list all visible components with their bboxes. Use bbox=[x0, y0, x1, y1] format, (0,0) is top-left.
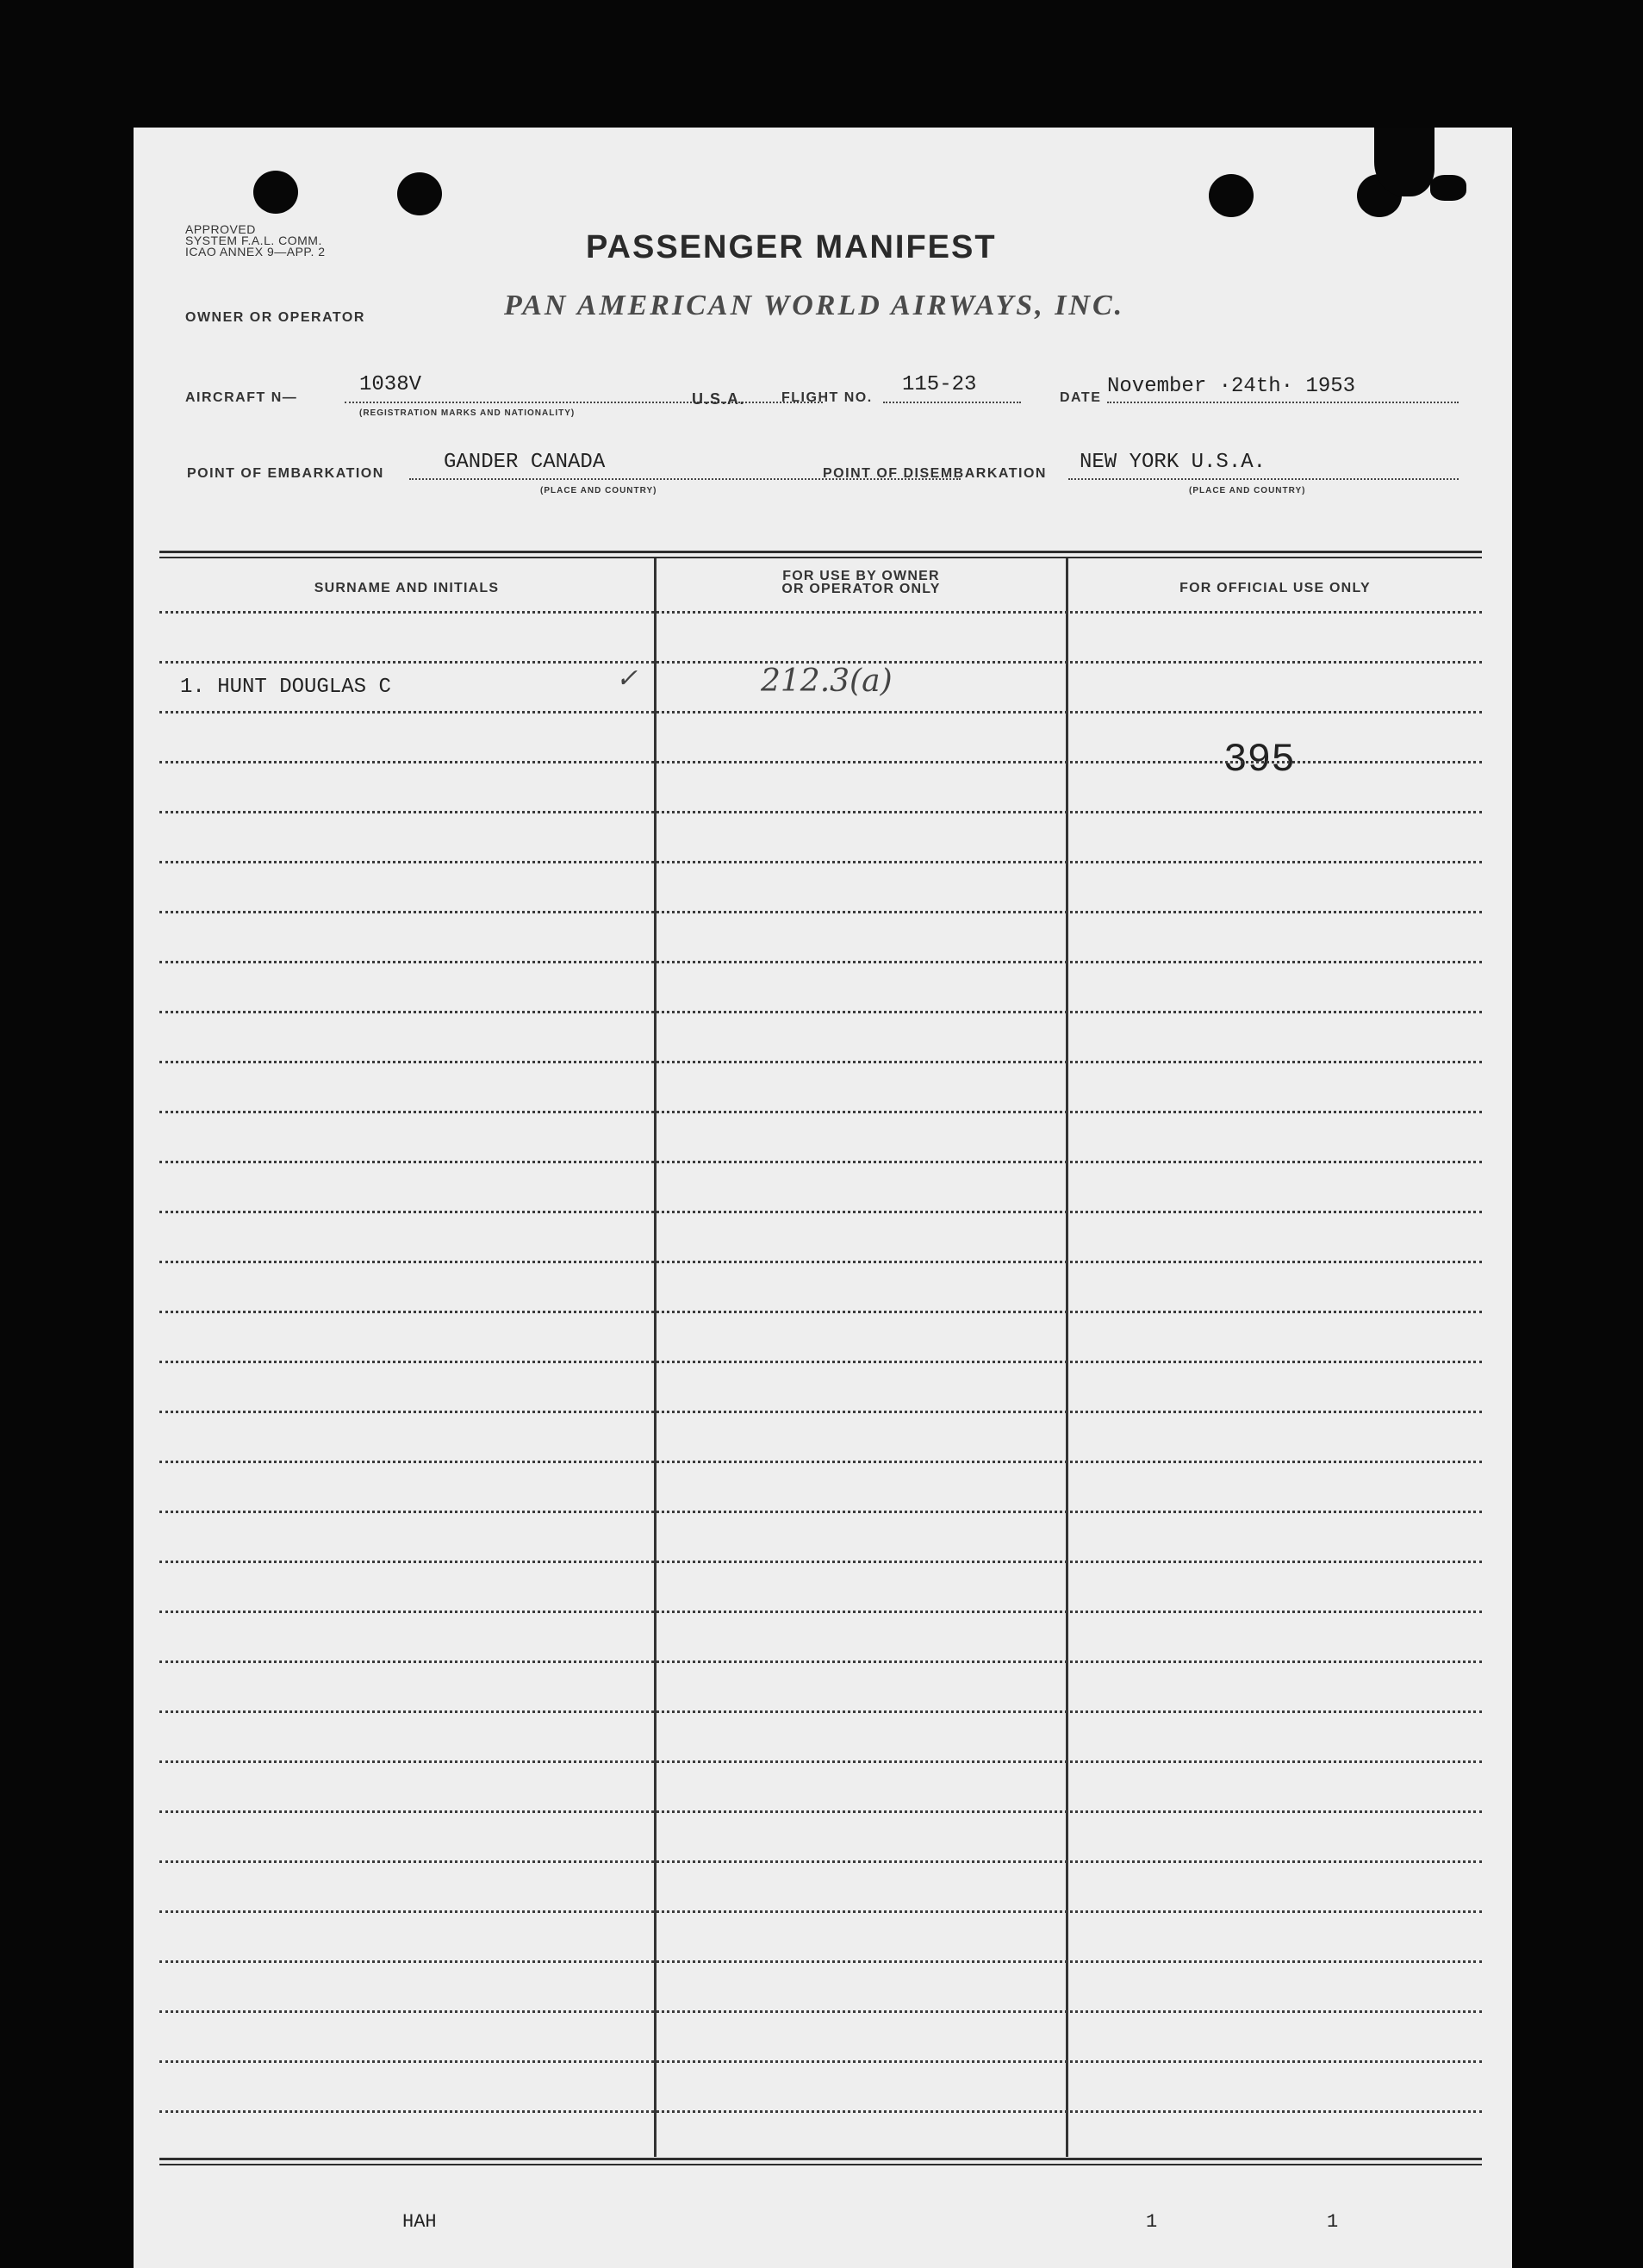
table-bottom-rule bbox=[159, 2158, 1482, 2160]
column-header-official: FOR OFFICIAL USE ONLY bbox=[1179, 581, 1371, 595]
table-row-line bbox=[159, 1760, 1482, 1763]
prepared-by-value: HAH bbox=[402, 2211, 437, 2233]
disembarkation-label: POINT OF DISEMBARKATION bbox=[823, 466, 1047, 481]
disembarkation-value: NEW YORK U.S.A. bbox=[1080, 451, 1266, 474]
official-number: 395 bbox=[1223, 738, 1295, 782]
column-header-surname: SURNAME AND INITIALS bbox=[314, 581, 500, 595]
flight-underline bbox=[883, 402, 1021, 403]
table-row-line bbox=[159, 1710, 1482, 1713]
table-row-line bbox=[159, 2110, 1482, 2113]
embarkation-label: POINT OF EMBARKATION bbox=[187, 466, 384, 481]
table-top-rule bbox=[159, 551, 1482, 553]
nationality-label: U.S.A. bbox=[692, 390, 746, 408]
disembarkation-caption: (PLACE AND COUNTRY) bbox=[1189, 486, 1306, 495]
table-row-line bbox=[159, 1860, 1482, 1863]
aircraft-label: AIRCRAFT N— bbox=[185, 390, 298, 405]
owner-label: OWNER OR OPERATOR bbox=[185, 310, 365, 325]
flight-value: 115-23 bbox=[902, 373, 977, 396]
column-divider bbox=[654, 558, 657, 2157]
date-value: November ·24th· 1953 bbox=[1107, 375, 1356, 398]
column-divider bbox=[1066, 558, 1068, 2157]
punch-hole bbox=[1209, 174, 1254, 217]
punch-hole bbox=[397, 172, 442, 215]
registration-caption: (REGISTRATION MARKS AND NATIONALITY) bbox=[359, 408, 576, 418]
embarkation-caption: (PLACE AND COUNTRY) bbox=[540, 486, 657, 495]
table-row-line bbox=[159, 761, 1482, 763]
table-row-line bbox=[159, 861, 1482, 863]
table-top-rule bbox=[159, 557, 1482, 558]
table-row-line bbox=[159, 1960, 1482, 1963]
approval-note: APPROVED SYSTEM F.A.L. COMM. ICAO ANNEX 9—APP. 2 bbox=[185, 222, 326, 259]
table-row-line bbox=[159, 1261, 1482, 1263]
table-row-line bbox=[159, 1511, 1482, 1513]
table-row-line bbox=[159, 1461, 1482, 1463]
table-row-line bbox=[159, 1660, 1482, 1663]
column-header-owner-use-line: FOR USE BY OWNER bbox=[782, 569, 940, 583]
table-row-line bbox=[159, 711, 1482, 713]
table-row-line bbox=[159, 911, 1482, 913]
page-count: 1 bbox=[1327, 2211, 1339, 2233]
owner-note: 212.3(a) bbox=[761, 664, 893, 699]
column-header-owner-use bbox=[657, 570, 1066, 595]
table-row-line bbox=[159, 1161, 1482, 1163]
page-number: 1 bbox=[1146, 2211, 1158, 2233]
table-row-line bbox=[159, 1061, 1482, 1063]
table-row-line bbox=[159, 1361, 1482, 1363]
check-mark: ✓ bbox=[616, 664, 638, 694]
table-row-line bbox=[159, 1810, 1482, 1813]
date-label: DATE bbox=[1060, 390, 1102, 405]
punch-hole bbox=[253, 171, 298, 214]
manifest-sheet bbox=[134, 128, 1512, 2268]
table-row-line bbox=[159, 1211, 1482, 1213]
disembarkation-underline bbox=[1068, 478, 1459, 480]
aircraft-value: 1038V bbox=[359, 373, 422, 396]
corner-smudge bbox=[1430, 175, 1466, 201]
table-row-line bbox=[159, 961, 1482, 963]
flight-label: FLIGHT NO. bbox=[781, 390, 873, 405]
table-row-line bbox=[159, 811, 1482, 813]
embarkation-value: GANDER CANADA bbox=[444, 451, 606, 474]
table-row-line bbox=[159, 1011, 1482, 1013]
table-row-line bbox=[159, 1411, 1482, 1413]
table-row-line bbox=[159, 1910, 1482, 1913]
airline-name: PAN AMERICAN WORLD AIRWAYS, INC. bbox=[504, 290, 1125, 321]
table-row-line bbox=[159, 661, 1482, 664]
table-bottom-rule bbox=[159, 2164, 1482, 2165]
page-title: PASSENGER MANIFEST bbox=[586, 229, 997, 265]
corner-smudge bbox=[1374, 128, 1435, 196]
table-row-line bbox=[159, 1611, 1482, 1613]
table-row-line bbox=[159, 2060, 1482, 2063]
passenger-name: 1. HUNT DOUGLAS C bbox=[180, 676, 391, 699]
table-row-line bbox=[159, 611, 1482, 614]
table-row-line bbox=[159, 2010, 1482, 2013]
table-row-line bbox=[159, 1561, 1482, 1563]
table-row-line bbox=[159, 1311, 1482, 1313]
date-underline bbox=[1107, 402, 1459, 403]
aircraft-underline bbox=[345, 402, 823, 403]
column-header-owner-use-line: OR OPERATOR ONLY bbox=[781, 582, 941, 596]
table-row-line bbox=[159, 1111, 1482, 1113]
